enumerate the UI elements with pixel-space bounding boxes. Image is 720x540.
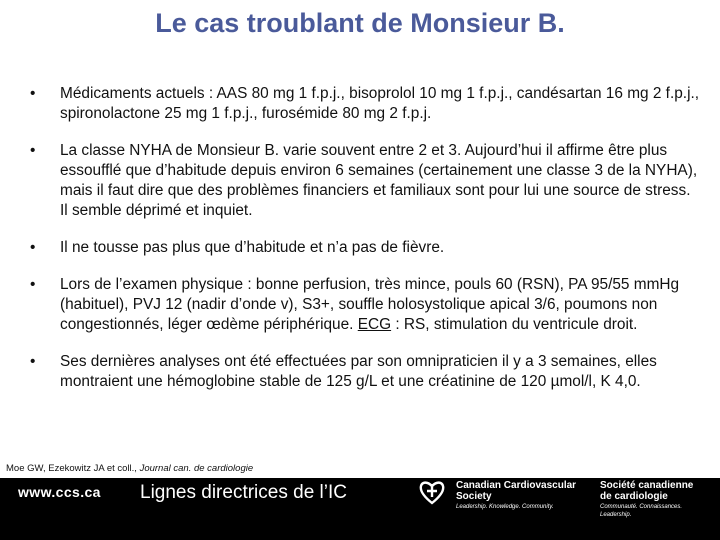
citation-authors: Moe GW, Ezekowitz JA et coll., — [6, 463, 140, 474]
ccs-heart-logo-icon — [418, 478, 446, 506]
org-name-fr-line1: Société canadienne — [600, 480, 694, 491]
bullet-marker: • — [30, 239, 36, 256]
citation — [6, 463, 253, 474]
bullet-item — [26, 141, 700, 221]
slide-title: Le cas troublant de Monsieur B. — [155, 8, 565, 38]
bullet-item — [26, 352, 700, 392]
ecg-link[interactable]: ECG — [357, 316, 392, 333]
org-name-en-line2: Society — [456, 491, 492, 502]
org-name-english — [456, 480, 591, 511]
guidelines-label: Lignes directrices de l’IC — [140, 482, 347, 503]
bullet-list — [26, 84, 700, 409]
bullet-text: Il ne tousse pas plus que d’habitude et n’a pas de fièvre. — [60, 239, 445, 256]
org-name-en-line1: Canadian Cardiovascular — [456, 480, 577, 491]
org-tagline-en: Leadership. Knowledge. Community. — [456, 504, 554, 510]
org-tagline-fr: Communauté. Connaissances. Leadership. — [600, 504, 683, 518]
footer-bar — [0, 478, 720, 540]
bullet-marker: • — [30, 85, 36, 102]
bullet-marker: • — [30, 353, 36, 370]
bullet-marker: • — [30, 142, 36, 159]
bullet-item — [26, 275, 700, 335]
citation-journal: Journal can. de cardiologie — [139, 463, 254, 474]
bullet-text: La classe NYHA de Monsieur B. varie souvent entre 2 et 3. Aujourd’hui il affirme être plus essoufflé que d’habitude depuis environ 6 semaines (certainement une classe 3 de la NYHA), mais il faut dire que des problèmes financiers et familiaux sont pour lui une source de stress. Il semble déprimé et inquiet. — [60, 142, 698, 219]
bullet-text-before-link: Lors de l’examen physique : bonne perfusion, très mince, pouls 60 (RSN), PA 95/55 mmHg (habituel), PVJ 12 (nadir d’onde v), S3+, souffle holosystolique apical 3/6, poumons non congestionnés, léger œdème périphérique. — [60, 276, 680, 333]
bullet-text: Ses dernières analyses ont été effectuées par son omnipraticien il y a 3 semaines, elles montraient une hémoglobine stable de 125 g/L et une créatinine de 120 µmol/l, K 4,0. — [60, 353, 657, 390]
bullet-text-after-link: : RS, stimulation du ventricule droit. — [391, 316, 638, 333]
website-link[interactable]: www.ccs.ca — [18, 484, 101, 500]
org-name-french — [600, 480, 715, 519]
org-name-fr-line2: de cardiologie — [600, 491, 668, 502]
bullet-text: Médicaments actuels : AAS 80 mg 1 f.p.j., bisoprolol 10 mg 1 f.p.j., candésartan 16 mg 2 f.p.j., spironolactone 25 mg 1 f.p.j., furosémide 80 mg 2 f.p.j. — [60, 85, 700, 122]
bullet-marker: • — [30, 276, 36, 293]
bullet-item — [26, 238, 700, 258]
bullet-item — [26, 84, 700, 124]
